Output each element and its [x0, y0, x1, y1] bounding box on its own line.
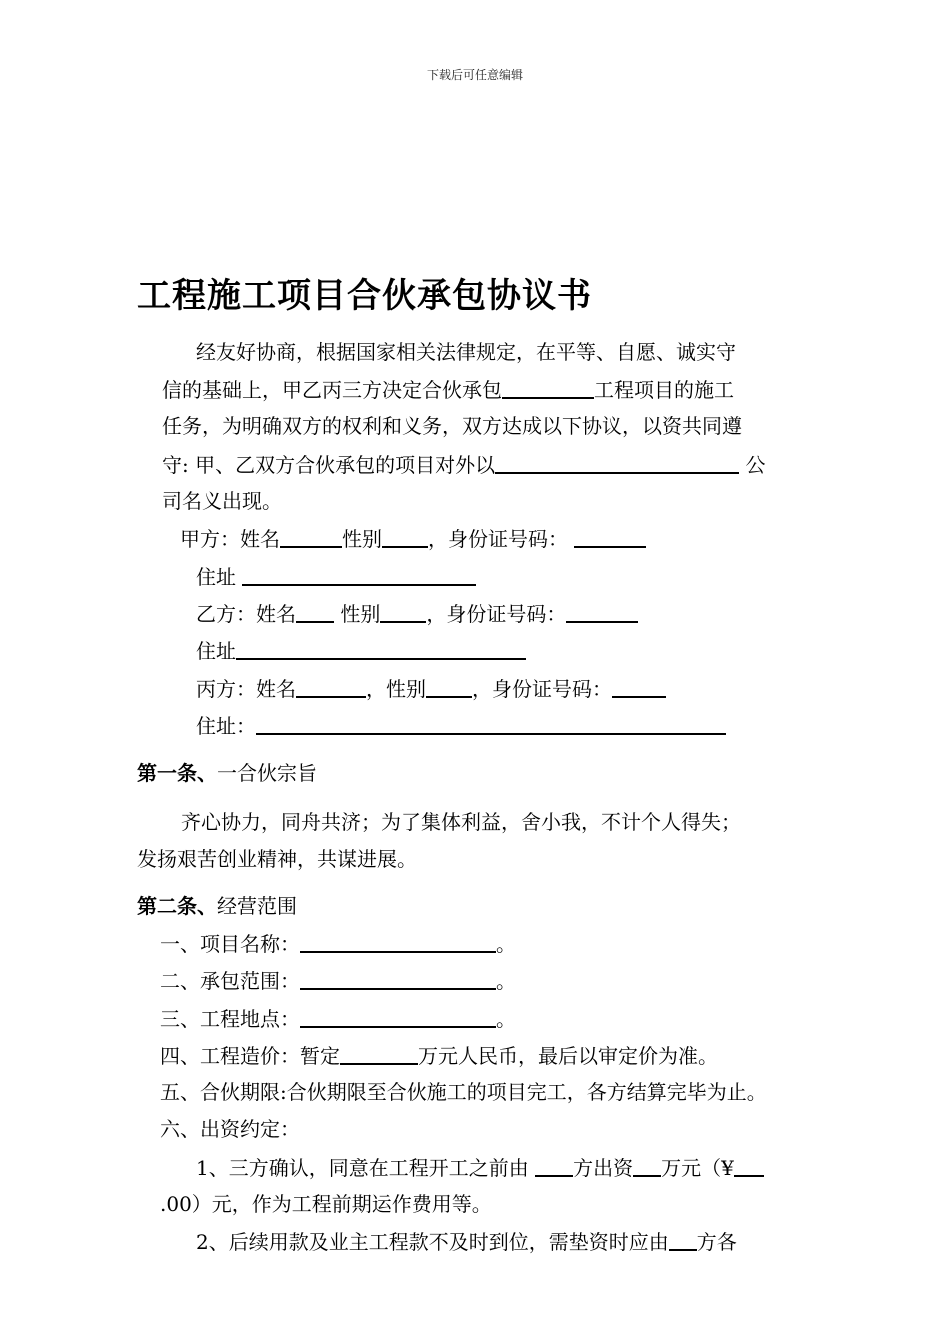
company-name-blank	[495, 454, 739, 474]
article-1-para-2: 发扬艰苦创业精神，共谋进展。	[137, 847, 417, 871]
fill-in-blank	[300, 1008, 496, 1028]
item-partnership-term: 五、合伙期限:合伙期限至合伙施工的项目完工，各方结算完毕为止。	[160, 1080, 767, 1104]
project-name-blank	[502, 379, 594, 399]
fill-in-blank	[242, 566, 476, 586]
fill-in-blank	[426, 678, 472, 698]
party-a-line: 甲方：姓名 性别 ，身份证号码：	[180, 528, 646, 549]
article-1-para-1: 齐心协力，同舟共济；为了集体利益，舍小我，不计个人得失；	[181, 810, 741, 834]
intro-line-4: 守: 甲、乙双方合伙承包的项目对外以 公	[162, 453, 766, 477]
party-b-address: 住址	[196, 640, 526, 661]
page-header: 下载后可任意编辑	[426, 68, 523, 82]
document-title: 工程施工项目合伙承包协议书	[137, 276, 592, 316]
fill-in-blank	[300, 933, 496, 953]
intro-line-2: 信的基础上，甲乙丙三方决定合伙承包 工程项目的施工	[162, 378, 734, 402]
fill-in-blank	[382, 528, 428, 548]
fill-in-blank	[380, 603, 426, 623]
fill-in-blank	[340, 1045, 418, 1065]
fill-in-blank	[574, 528, 646, 548]
intro-line-1: 经友好协商，根据国家相关法律规定，在平等、自愿、诚实守	[196, 340, 736, 364]
fill-in-blank	[566, 603, 638, 623]
fill-in-blank	[236, 640, 526, 660]
article-2-heading: 第二条、经营范围	[137, 894, 297, 918]
fill-in-blank	[633, 1157, 661, 1177]
intro-line-5: 司名义出现。	[162, 489, 282, 513]
fill-in-blank	[734, 1157, 764, 1177]
fill-in-blank	[300, 970, 496, 990]
capital-clause-1: 1、三方确认，同意在工程开工之前由 方出资 万元（¥	[196, 1157, 764, 1178]
item-project-location: 三、工程地点： 。	[160, 1007, 516, 1031]
capital-clause-2: 2、后续用款及业主工程款不及时到位，需垫资时应由 方各	[196, 1230, 737, 1254]
item-capital: 六、出资约定：	[160, 1117, 300, 1141]
party-b-line: 乙方：姓名 性别 ，身份证号码：	[196, 603, 638, 624]
party-a-address: 住址	[196, 566, 476, 587]
fill-in-blank	[296, 603, 334, 623]
intro-line-3: 任务，为明确双方的权利和义务，双方达成以下协议，以资共同遵	[162, 414, 742, 438]
item-project-name: 一、项目名称： 。	[160, 932, 516, 956]
party-c-address: 住址：	[196, 715, 726, 736]
fill-in-blank	[612, 678, 666, 698]
fill-in-blank	[256, 715, 726, 735]
fill-in-blank	[535, 1157, 573, 1177]
fill-in-blank	[280, 528, 342, 548]
fill-in-blank	[296, 678, 366, 698]
party-c-line: 丙方：姓名 ，性别 ，身份证号码：	[196, 678, 666, 699]
item-project-cost: 四、工程造价：暂定 万元人民币，最后以审定价为准。	[160, 1044, 718, 1068]
article-1-heading: 第一条、一合伙宗旨	[137, 761, 317, 785]
item-contract-scope: 二、承包范围： 。	[160, 969, 516, 993]
capital-clause-1-cont: .00）元，作为工程前期运作费用等。	[160, 1192, 492, 1216]
fill-in-blank	[669, 1231, 697, 1251]
